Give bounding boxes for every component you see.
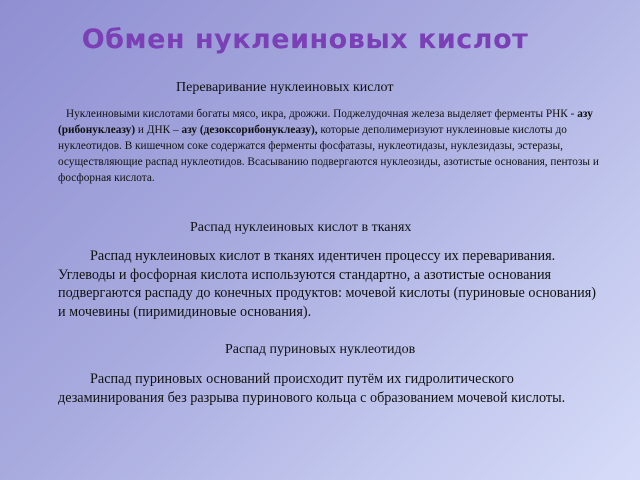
paragraph-text: и ДНК – xyxy=(135,124,182,136)
bold-term-rnase: азу (рибонуклеазу) xyxy=(58,108,593,136)
paragraph-text: Нуклеиновыми кислотами богаты мясо, икра, дрожжи. Поджелудочная железа выделяет ферменты РНК - xyxy=(66,108,578,120)
paragraph-digestion xyxy=(58,106,608,186)
bold-term-dnase: азу (дезоксорибонуклеазу), xyxy=(181,124,318,136)
paragraph-purine-breakdown xyxy=(58,370,588,407)
section-heading-digestion: Переваривание нуклеиновых кислот xyxy=(176,80,394,95)
section-heading-purine-breakdown: Распад пуриновых нуклеотидов xyxy=(225,342,416,357)
paragraph-text: Распад пуриновых оснований происходит путём их гидролитического дезаминирования без разрыва пуринового кольца с образованием мочевой кислоты. xyxy=(58,371,566,406)
paragraph-text: Распад нуклеиновых кислот в тканях идентичен процессу их переваривания. Углеводы и фосфорная кислота используются стандартно, а азотистые основания подвергаются распаду до конечных продуктов: мочевой кислоты (пуриновые основания) и мочевины (пиримидиновые основания). xyxy=(58,248,597,320)
paragraph-tissue-breakdown xyxy=(58,247,603,321)
section-heading-tissue-breakdown: Распад нуклеиновых кислот в тканях xyxy=(190,220,412,235)
slide-title: Обмен нуклеиновых кислот xyxy=(81,24,529,55)
paragraph-text: которые деполимеризуют нуклеиновые кислоты до нуклеотидов. В кишечном соке содержатся ферменты фосфатазы, нуклеотидазы, нуклезидазы, эстеразы, осуществляющие распад нуклеотидов. Всасыванию подвергаются нуклеозиды, азотистые основания, пентозы и фосфорная кислота. xyxy=(58,124,599,184)
